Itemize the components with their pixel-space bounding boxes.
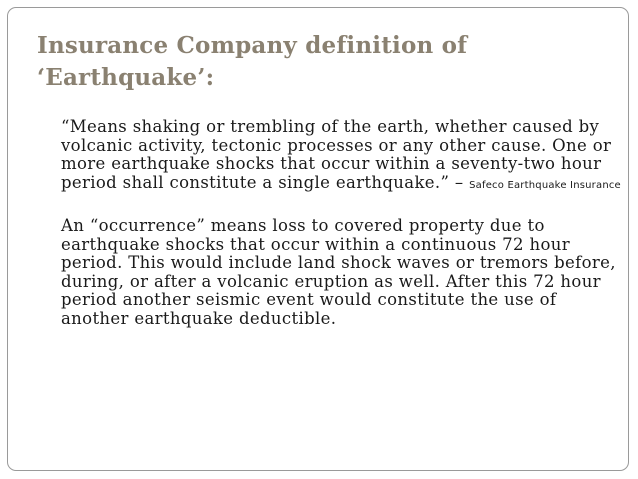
definition-quote: “Means shaking or trembling of the earth, whether caused by volcanic activity, tectonic processes or any other cause. One or more earthquake shocks that occur within a seventy-two hour period shall constitute a single earthquake.” – — [61, 117, 612, 192]
definition-source: Safeco Earthquake Insurance — [469, 179, 621, 191]
title-line-2: ‘Earthquake’: — [37, 64, 215, 91]
slide-title — [37, 30, 597, 94]
occurrence-paragraph: An “occurrence” means loss to covered property due to earthquake shocks that occur within a continuous 72 hour period. This would include land shock waves or tremors before, during, or after a volcanic eruption as well. After this 72 hour period another seismic event would constitute the use of another earthquake deductible. — [61, 216, 616, 328]
slide-body — [61, 118, 621, 328]
title-line-1: Insurance Company definition of — [37, 32, 468, 59]
definition-paragraph — [61, 118, 621, 195]
